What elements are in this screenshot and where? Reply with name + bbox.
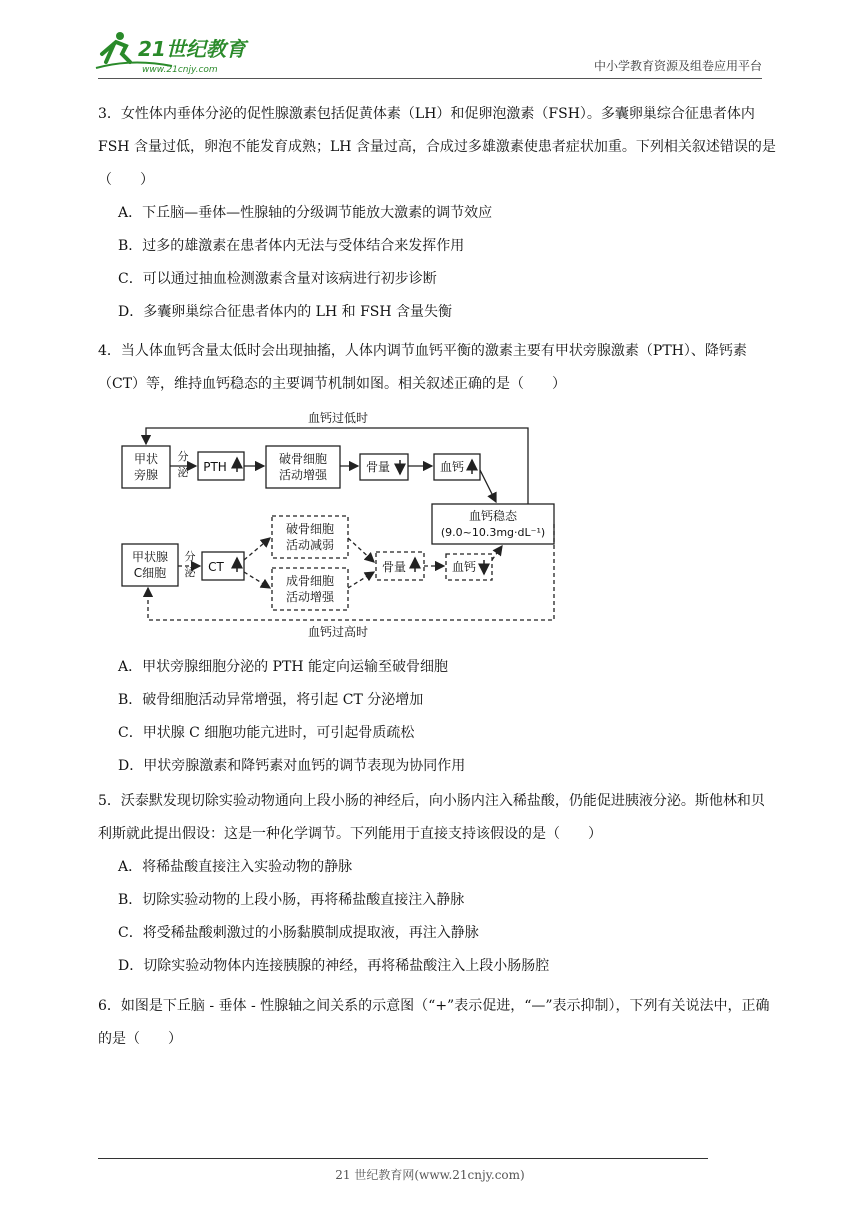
osteoclast-down-line1: 破骨细胞 <box>285 522 335 536</box>
platform-name: 中小学教育资源及组卷应用平台 <box>593 59 762 73</box>
option-b: B．过多的雄激素在患者体内无法与受体结合来发挥作用 <box>118 238 465 254</box>
pth-label: PTH <box>203 460 227 474</box>
option-a: A．甲状旁腺细胞分泌的 PTH 能定向运输至破骨细胞 <box>118 659 448 675</box>
option-c: C．可以通过抽血检测激素含量对该病进行初步诊断 <box>118 271 437 287</box>
option-d: D．切除实验动物体内连接胰腺的神经，再将稀盐酸注入上段小肠肠腔 <box>118 958 550 974</box>
option-b: B．切除实验动物的上段小肠，再将稀盐酸直接注入静脉 <box>118 892 465 908</box>
question-stem: 3．女性体内垂体分泌的促性腺激素包括促黄体素（LH）和促卵泡激素（FSH）。多囊卵巢综合征患者体内 FSH 含量过低，卵泡不能发育成熟；LH 含量过高，合成过多雄激素使患者症状加重。下列相关叙述错误的是（ ） <box>98 106 776 188</box>
logo-runner-icon <box>92 28 262 76</box>
label-low-calcium: 血钙过低时 <box>307 411 369 425</box>
homeostasis-line1: 血钙稳态 <box>468 509 518 523</box>
page-header <box>92 28 762 78</box>
secrete-bottom-1: 分 <box>184 550 196 563</box>
osteoclast-down-line2: 活动减弱 <box>285 538 335 552</box>
option-a: A．将稀盐酸直接注入实验动物的静脉 <box>118 859 353 875</box>
c-cell-line2: C细胞 <box>133 566 167 580</box>
ca-down-label: 血钙 <box>451 560 477 574</box>
secrete-top-1: 分 <box>177 450 189 463</box>
calcium-regulation-diagram <box>118 408 560 638</box>
page-footer: 21 世纪教育网(www.21cnjy.com) <box>335 1168 525 1182</box>
logo-url: www.21cnjy.com <box>142 65 218 75</box>
ct-label: CT <box>208 560 224 574</box>
question-stem: 5．沃泰默发现切除实验动物通向上段小肠的神经后，向小肠内注入稀盐酸，仍能促进胰液分泌。斯他林和贝利斯就此提出假设：这是一种化学调节。下列能用于直接支持该假设的是（ ） <box>98 793 765 842</box>
question-6 <box>98 990 778 1056</box>
c-cell-line1: 甲状腺 <box>131 550 169 564</box>
secrete-top-2: 泌 <box>177 466 189 479</box>
bone-up-label: 骨量 <box>381 560 407 574</box>
question-stem: 4．当人体血钙含量太低时会出现抽搐，人体内调节血钙平衡的激素主要有甲状旁腺激素（PTH）、降钙素（CT）等，维持血钙稳态的主要调节机制如图。相关叙述正确的是（ ） <box>98 343 747 392</box>
option-c: C．甲状腺 C 细胞功能亢进时，可引起骨质疏松 <box>118 725 415 741</box>
osteoblast-up-line2: 活动增强 <box>285 590 335 604</box>
bone-down-label: 骨量 <box>365 460 391 474</box>
osteoblast-up-line1: 成骨细胞 <box>285 574 335 588</box>
question-3 <box>98 98 778 329</box>
ca-up-label: 血钙 <box>439 460 465 474</box>
option-d: D．甲状旁腺激素和降钙素对血钙的调节表现为协同作用 <box>118 758 466 774</box>
secrete-bottom-2: 泌 <box>184 566 196 579</box>
parathyroid-line2: 旁腺 <box>133 468 159 482</box>
label-high-calcium: 血钙过高时 <box>307 625 369 638</box>
option-a: A．下丘脑—垂体—性腺轴的分级调节能放大激素的调节效应 <box>118 205 493 221</box>
homeostasis-line2: (9.0~10.3mg·dL⁻¹) <box>440 526 546 539</box>
footer-divider <box>98 1158 708 1159</box>
question-4 <box>98 335 778 401</box>
logo-text: 21世纪教育 <box>138 37 246 61</box>
option-c: C．将受稀盐酸刺激过的小肠黏膜制成提取液，再注入静脉 <box>118 925 479 941</box>
osteoclast-up-line1: 破骨细胞 <box>278 452 328 466</box>
header-divider <box>98 78 762 79</box>
option-d: D．多囊卵巢综合征患者体内的 LH 和 FSH 含量失衡 <box>118 304 453 320</box>
question-5 <box>98 785 778 983</box>
site-logo <box>92 28 262 76</box>
question-stem: 6．如图是下丘脑 - 垂体 - 性腺轴之间关系的示意图（“+”表示促进，“—”表示抑制），下列有关说法中，正确的是（ ） <box>98 998 770 1047</box>
option-b: B．破骨细胞活动异常增强，将引起 CT 分泌增加 <box>118 692 424 708</box>
question-4-options <box>98 651 778 783</box>
parathyroid-line1: 甲状 <box>133 452 159 466</box>
osteoclast-up-line2: 活动增强 <box>278 468 328 482</box>
